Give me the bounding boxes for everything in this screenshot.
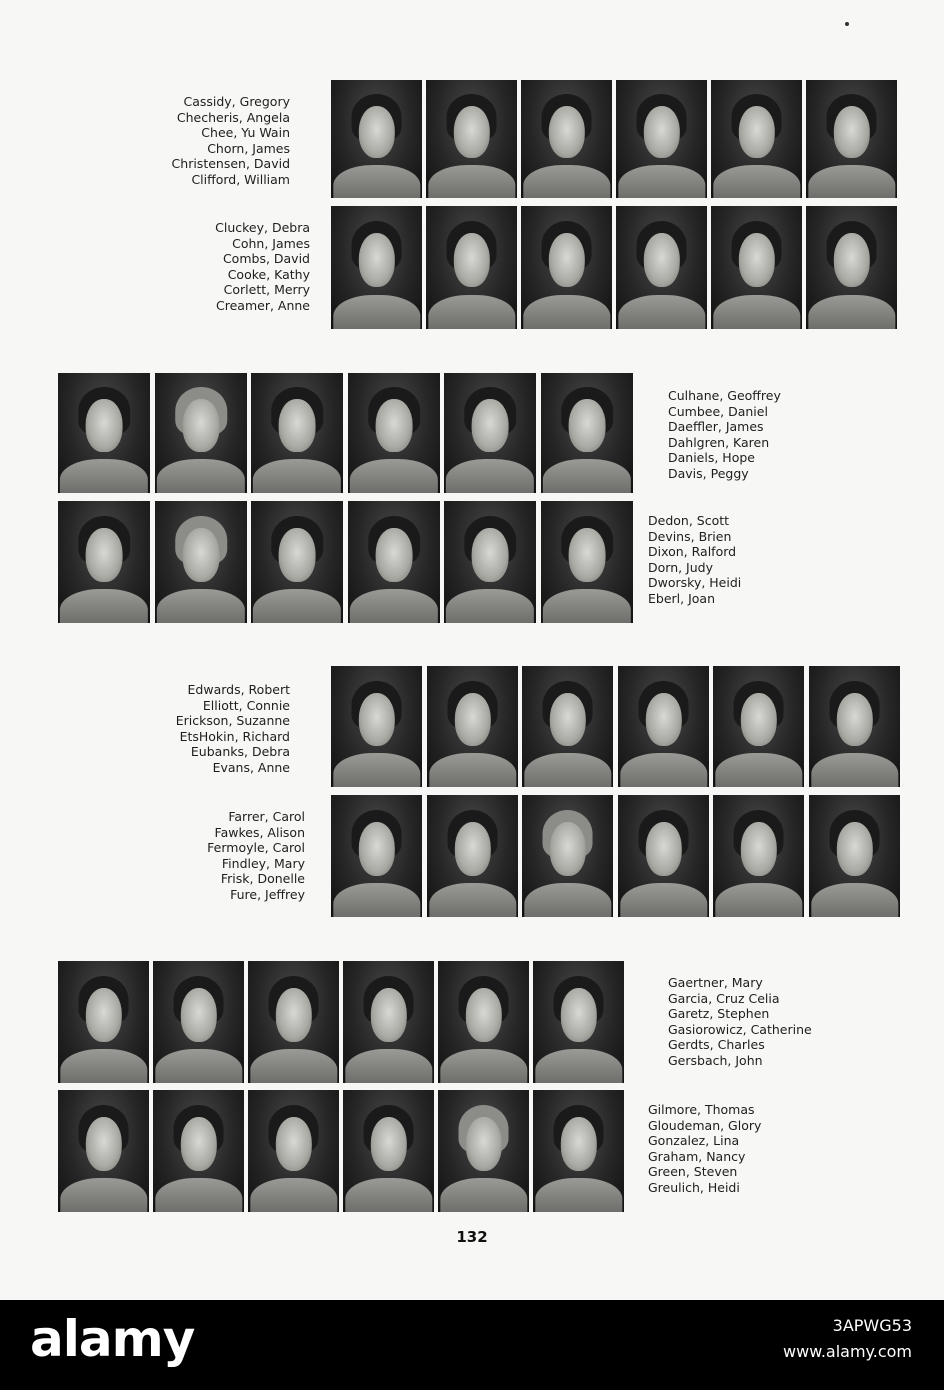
student-portrait <box>521 80 612 198</box>
student-name: Frisk, Donelle <box>220 871 305 887</box>
portrait-head <box>370 988 406 1042</box>
portrait-body <box>523 295 610 329</box>
student-portrait <box>541 501 633 623</box>
portrait-body <box>523 165 610 198</box>
student-portrait <box>444 501 536 623</box>
student-portrait <box>809 795 900 917</box>
portrait-head <box>376 528 413 582</box>
student-portrait <box>713 666 804 787</box>
student-portrait <box>616 80 707 198</box>
portrait-body <box>157 589 245 623</box>
image-code: 3APWG53 <box>832 1316 912 1335</box>
portrait-head <box>358 233 394 287</box>
portrait-body <box>429 753 516 787</box>
portrait-body <box>440 1049 527 1083</box>
name-list-g6 <box>100 809 305 903</box>
portrait-body <box>808 165 895 198</box>
student-name: Cluckey, Debra <box>215 220 310 235</box>
student-name: Eberl, Joan <box>648 590 715 606</box>
student-portrait <box>618 795 709 917</box>
student-name: Gasiorowicz, Catherine <box>668 1021 812 1037</box>
portrait-body <box>811 753 898 787</box>
portrait-body <box>350 589 438 623</box>
portrait-body <box>333 883 420 917</box>
portrait-body <box>446 589 534 623</box>
portrait-head <box>85 988 121 1042</box>
name-list-g8 <box>648 1102 761 1196</box>
portrait-body <box>250 1178 337 1212</box>
portrait-body <box>155 1049 242 1083</box>
student-name: Dworsky, Heidi <box>648 575 742 591</box>
portrait-head <box>453 106 489 158</box>
portrait-body <box>535 1178 622 1212</box>
student-name: Clifford, William <box>191 171 290 187</box>
student-portrait <box>426 206 517 329</box>
student-portrait <box>331 666 422 787</box>
student-portrait <box>533 961 624 1083</box>
portrait-head <box>358 693 394 746</box>
portrait-body <box>715 753 802 787</box>
page-number: 132 <box>456 1228 488 1246</box>
student-portrait <box>616 206 707 329</box>
portrait-body <box>253 589 341 623</box>
portrait-body <box>524 883 611 917</box>
student-name: Erickson, Suzanne <box>175 713 290 729</box>
student-portrait <box>522 666 613 787</box>
student-portrait <box>541 373 633 493</box>
portrait-head <box>465 1117 501 1171</box>
student-name: Graham, Nancy <box>648 1148 746 1164</box>
student-portrait <box>522 795 613 917</box>
portrait-body <box>253 459 341 493</box>
student-name: Gilmore, Thomas <box>648 1102 755 1117</box>
student-portrait <box>806 206 897 329</box>
portrait-body <box>543 459 631 493</box>
student-portrait <box>251 501 343 623</box>
portrait-head <box>549 822 585 876</box>
speck <box>845 22 849 26</box>
student-name: Edwards, Robert <box>187 682 290 697</box>
student-name: Chee, Yu Wain <box>201 125 290 141</box>
student-name: Fure, Jeffrey <box>230 886 305 902</box>
portrait-head <box>833 106 869 158</box>
student-portrait <box>155 373 247 493</box>
student-portrait <box>521 206 612 329</box>
portrait-body <box>713 165 800 198</box>
name-list-g5 <box>100 682 290 776</box>
student-portrait <box>438 961 529 1083</box>
student-name: Greulich, Heidi <box>648 1179 740 1195</box>
student-portrait <box>343 961 434 1083</box>
portrait-body <box>620 753 707 787</box>
student-name: Eubanks, Debra <box>190 744 290 760</box>
student-name: Checheris, Angela <box>176 109 290 125</box>
student-name: Findley, Mary <box>221 855 305 871</box>
student-name: Gloudeman, Glory <box>648 1117 762 1133</box>
student-portrait <box>438 1090 529 1212</box>
portrait-head <box>645 822 681 876</box>
portrait-body <box>250 1049 337 1083</box>
student-portrait <box>155 501 247 623</box>
student-name: Gaertner, Mary <box>668 975 763 990</box>
student-portrait <box>533 1090 624 1212</box>
portrait-head <box>738 233 774 287</box>
portrait-body <box>429 883 516 917</box>
portrait-head <box>358 822 394 876</box>
portrait-body <box>60 459 148 493</box>
student-name: Gerdts, Charles <box>668 1037 765 1053</box>
name-list-g4 <box>648 513 741 607</box>
student-portrait <box>343 1090 434 1212</box>
student-portrait <box>251 373 343 493</box>
portrait-body <box>428 165 515 198</box>
student-portrait <box>58 501 150 623</box>
portrait-head <box>549 693 585 746</box>
portrait-head <box>836 822 872 876</box>
portrait-body <box>535 1049 622 1083</box>
portrait-head <box>560 1117 596 1171</box>
portrait-head <box>86 528 123 582</box>
watermark-footer <box>0 1300 944 1390</box>
portrait-body <box>155 1178 242 1212</box>
portrait-head <box>275 1117 311 1171</box>
portrait-body <box>543 589 631 623</box>
student-portrait <box>806 80 897 198</box>
portrait-head <box>180 1117 216 1171</box>
student-portrait <box>58 1090 149 1212</box>
student-name: Corlett, Merry <box>223 282 310 298</box>
student-portrait <box>427 666 518 787</box>
student-name: Fawkes, Alison <box>214 824 305 840</box>
student-portrait <box>711 80 802 198</box>
portrait-head <box>454 693 490 746</box>
student-name: Cumbee, Daniel <box>668 403 768 419</box>
student-portrait <box>331 206 422 329</box>
student-portrait <box>809 666 900 787</box>
portrait-body <box>428 295 515 329</box>
portrait-head <box>454 822 490 876</box>
alamy-logo: alamy <box>30 1310 195 1368</box>
student-name: Cassidy, Gregory <box>183 94 290 109</box>
portrait-head <box>569 399 606 452</box>
portrait-head <box>738 106 774 158</box>
portrait-head <box>85 1117 121 1171</box>
student-portrait <box>331 795 422 917</box>
student-portrait <box>248 1090 339 1212</box>
portrait-head <box>740 693 776 746</box>
student-portrait <box>153 1090 244 1212</box>
student-portrait <box>58 373 150 493</box>
name-list-g3 <box>668 388 781 482</box>
portrait-body <box>618 295 705 329</box>
portrait-head <box>180 988 216 1042</box>
portrait-head <box>836 693 872 746</box>
student-portrait <box>348 373 440 493</box>
portrait-body <box>350 459 438 493</box>
portrait-head <box>645 693 681 746</box>
portrait-body <box>524 753 611 787</box>
student-name: Davis, Peggy <box>668 465 749 481</box>
site-url[interactable]: www.alamy.com <box>783 1342 912 1361</box>
portrait-head <box>472 528 509 582</box>
student-portrait <box>426 80 517 198</box>
portrait-head <box>560 988 596 1042</box>
portrait-body <box>333 753 420 787</box>
portrait-body <box>157 459 245 493</box>
student-portrait <box>427 795 518 917</box>
student-name: Cohn, James <box>232 235 310 251</box>
student-portrait <box>618 666 709 787</box>
portrait-head <box>548 233 584 287</box>
student-name: Chorn, James <box>207 140 290 156</box>
portrait-body <box>345 1049 432 1083</box>
portrait-head <box>183 528 220 582</box>
student-name: Combs, David <box>222 251 310 267</box>
portrait-head <box>370 1117 406 1171</box>
portrait-body <box>811 883 898 917</box>
student-name: Farrer, Carol <box>228 809 305 824</box>
portrait-body <box>715 883 802 917</box>
student-portrait <box>248 961 339 1083</box>
portrait-head <box>569 528 606 582</box>
student-portrait <box>444 373 536 493</box>
student-name: Cooke, Kathy <box>227 266 310 282</box>
name-list-g2 <box>110 220 310 314</box>
portrait-body <box>446 459 534 493</box>
portrait-body <box>345 1178 432 1212</box>
student-name: Daniels, Hope <box>668 450 755 466</box>
student-name: Dixon, Ralford <box>648 544 737 560</box>
student-name: Culhane, Geoffrey <box>668 388 781 403</box>
student-name: Fermoyle, Carol <box>207 840 305 856</box>
student-name: Gonzalez, Lina <box>648 1133 740 1149</box>
portrait-head <box>740 822 776 876</box>
student-name: Garetz, Stephen <box>668 1006 770 1022</box>
student-name: Green, Steven <box>648 1164 738 1180</box>
portrait-head <box>643 106 679 158</box>
student-portrait <box>331 80 422 198</box>
student-name: Creamer, Anne <box>216 297 310 313</box>
portrait-body <box>713 295 800 329</box>
portrait-head <box>183 399 220 452</box>
student-name: Gersbach, John <box>668 1052 763 1068</box>
student-portrait <box>58 961 149 1083</box>
portrait-body <box>60 1178 147 1212</box>
student-portrait <box>348 501 440 623</box>
student-portrait <box>711 206 802 329</box>
portrait-body <box>333 295 420 329</box>
portrait-head <box>465 988 501 1042</box>
name-list-g7 <box>668 975 812 1069</box>
portrait-head <box>279 399 316 452</box>
portrait-body <box>618 165 705 198</box>
portrait-head <box>86 399 123 452</box>
portrait-head <box>279 528 316 582</box>
student-portrait <box>153 961 244 1083</box>
student-portrait <box>713 795 804 917</box>
student-name: Dorn, Judy <box>648 559 714 575</box>
portrait-body <box>60 589 148 623</box>
student-name: Garcia, Cruz Celia <box>668 990 780 1006</box>
portrait-body <box>60 1049 147 1083</box>
name-list-g1 <box>110 94 290 188</box>
student-name: Elliott, Connie <box>202 697 290 713</box>
portrait-body <box>620 883 707 917</box>
student-name: Devins, Brien <box>648 528 732 544</box>
portrait-body <box>440 1178 527 1212</box>
portrait-head <box>833 233 869 287</box>
portrait-head <box>548 106 584 158</box>
portrait-head <box>376 399 413 452</box>
portrait-body <box>333 165 420 198</box>
student-name: EtsHokin, Richard <box>179 728 290 744</box>
portrait-body <box>808 295 895 329</box>
portrait-head <box>453 233 489 287</box>
portrait-head <box>358 106 394 158</box>
student-name: Dedon, Scott <box>648 513 730 528</box>
portrait-head <box>275 988 311 1042</box>
student-name: Dahlgren, Karen <box>668 434 770 450</box>
portrait-head <box>643 233 679 287</box>
portrait-head <box>472 399 509 452</box>
student-name: Evans, Anne <box>212 759 290 775</box>
student-name: Daeffler, James <box>668 419 764 435</box>
student-name: Christensen, David <box>171 156 290 172</box>
